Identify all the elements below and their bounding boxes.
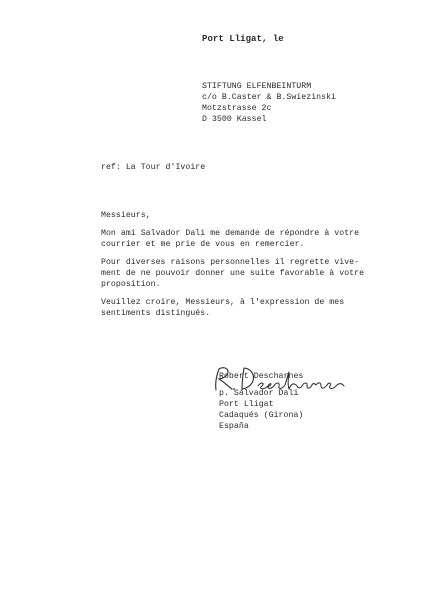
body-line: Pour diverses raisons personnelles il regrette vive-	[101, 258, 360, 267]
sender-line: Cadaqués (Girona)	[219, 411, 304, 420]
body-line: proposition.	[101, 280, 161, 289]
salutation: Messieurs,	[101, 211, 151, 220]
recipient-city: D 3500 Kassel	[202, 115, 267, 124]
body-line: sentiments distingués.	[101, 309, 211, 318]
signer-name: Robert Descharnes	[219, 372, 304, 381]
place-date: Port Lligat, le	[202, 34, 284, 44]
body-line: ment de ne pouvoir donner une suite favorable à votre	[101, 269, 365, 278]
recipient-street: Motzstrasse 2c	[202, 104, 272, 113]
sender-line: p. Salvador Dali	[219, 389, 299, 398]
sender-line: Port Lligat	[219, 400, 274, 409]
sender-line: España	[219, 422, 249, 431]
body-line: courrier et me prie de vous en remercier.	[101, 240, 305, 249]
reference-line: ref: La Tour d'Ivoire	[101, 163, 206, 172]
body-line: Veuillez croire, Messieurs, à l'expression de mes	[101, 298, 345, 307]
recipient-name: STIFTUNG ELFENBEINTURM	[202, 82, 312, 91]
body-line: Mon ami Salvador Dali me demande de répondre à votre	[101, 229, 360, 238]
recipient-care-of: c/o B.Caster & B.Swiezinski	[202, 93, 337, 102]
